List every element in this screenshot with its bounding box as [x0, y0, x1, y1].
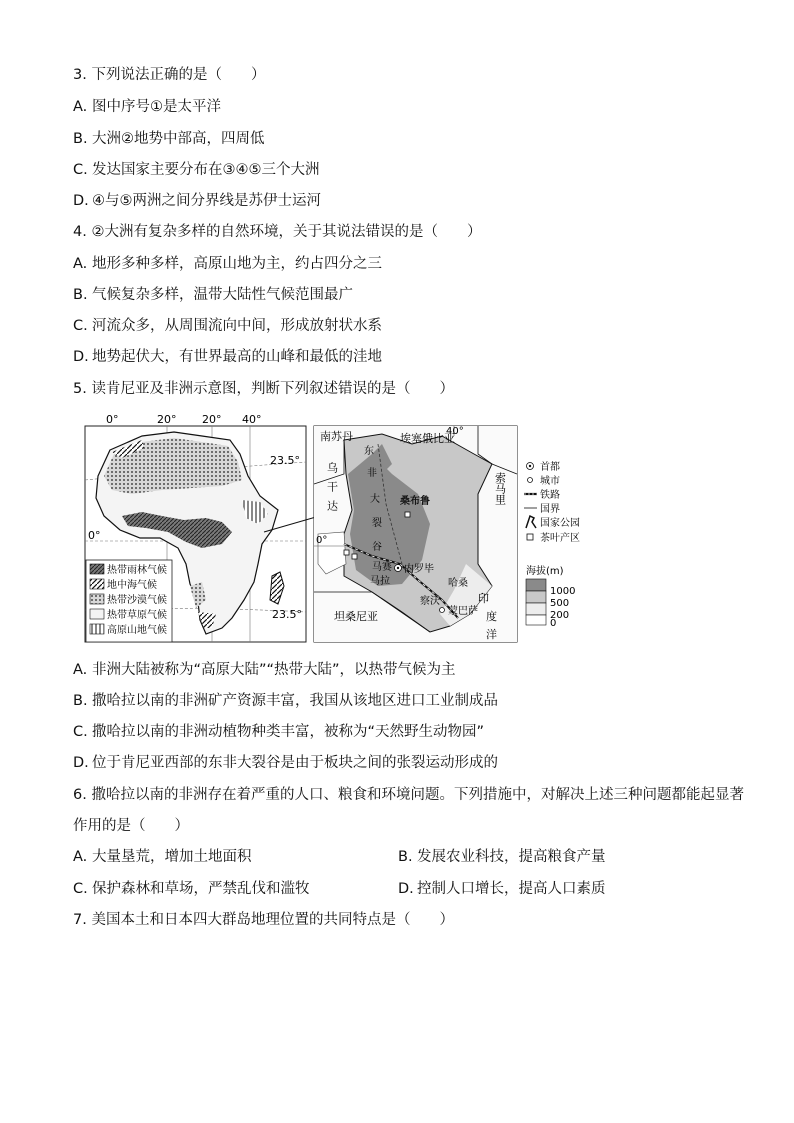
label-south-sudan: 南苏丹: [320, 430, 353, 443]
lon-label-20e: 20°: [202, 414, 222, 426]
svg-text:索马里: 索马里: [493, 472, 507, 505]
africa-map: [85, 414, 306, 642]
legend-highland: 高原山地气候: [107, 625, 167, 636]
q3-option-d: D. ④与⑤两洲之间分界线是苏伊士运河: [73, 193, 321, 209]
legend-savanna: 热带草原气候: [107, 610, 167, 621]
elev-0: 0: [550, 618, 557, 628]
elevation-title: 海拔(m): [526, 566, 564, 577]
elev-200: 200: [550, 610, 570, 621]
city-marker: [440, 608, 445, 613]
ocean-label-1: 印: [478, 592, 489, 605]
legend-railway: 铁路: [540, 490, 560, 501]
legend-capital: 首都: [540, 462, 560, 473]
place-samburu: 桑布鲁: [400, 496, 430, 507]
legend-city-icon: [528, 478, 533, 483]
rift-label-2: 非: [367, 468, 377, 479]
lat-label-kenya: 0°: [316, 535, 328, 546]
lat-label-s: 23.5°: [272, 608, 302, 621]
place-mombasa: 蒙巴萨: [448, 606, 478, 617]
q6-stem-line2: 作用的是（ ）: [73, 818, 189, 834]
lon-label-40e: 40°: [242, 414, 262, 426]
label-uganda: 乌干达: [325, 462, 339, 519]
elev-1000: 1000: [550, 586, 576, 597]
elev-swatch-200: [526, 603, 546, 615]
q3-stem: 3. 下列说法正确的是（ ）: [73, 67, 266, 83]
rift-label-4: 裂: [372, 518, 382, 529]
q5-option-d: D. 位于肯尼亚西部的东非大裂谷是由于板块之间的张裂运动形成的: [73, 755, 498, 771]
legend-tea: 茶叶产区: [540, 533, 580, 544]
q6-option-c: C. 保护森林和草场，严禁乱伐和滥牧: [73, 881, 310, 897]
ocean-label-2: 度: [486, 610, 497, 623]
legend-city: 城市: [540, 476, 560, 487]
ocean-label-3: 洋: [486, 628, 497, 641]
q6-option-d: D. 控制人口增长，提高人口素质: [398, 881, 606, 897]
kenya-legend: [522, 458, 602, 628]
lon-label-0: 0°: [106, 414, 119, 426]
legend-mediterranean: 地中海气候: [107, 580, 157, 591]
legend-rainforest: 热带雨林气候: [107, 565, 167, 576]
lat-label-n: 23.5°: [270, 454, 300, 467]
rift-label-3: 大: [370, 494, 380, 505]
q5-stem: 5. 读肯尼亚及非洲示意图，判断下列叙述错误的是（ ）: [73, 381, 454, 397]
place-mara: 马拉: [370, 576, 390, 587]
rift-label-1: 东: [364, 446, 374, 457]
elev-swatch-1000: [526, 579, 546, 591]
africa-legend: [86, 560, 172, 642]
q5-option-b: B. 撒哈拉以南的非洲矿产资源丰富，我国从该地区进口工业制成品: [73, 693, 498, 709]
label-tanzania: 坦桑尼亚: [334, 610, 378, 623]
lat-label-0: 0°: [88, 529, 101, 542]
elev-500: 500: [550, 598, 570, 609]
q4-option-a: A. 地形多种多样，高原山地为主，约占四分之三: [73, 256, 382, 272]
legend-tea-icon: [527, 534, 533, 540]
tea-area-marker-2: [344, 550, 349, 555]
legend-park-icon: [526, 516, 536, 528]
label-somalia: [494, 471, 507, 505]
q6-option-b: B. 发展农业科技，提高粮食产量: [398, 849, 606, 865]
tea-area-marker-3: [352, 554, 357, 559]
q3-option-a: A. 图中序号①是太平洋: [73, 99, 221, 115]
elev-swatch-0: [526, 615, 546, 625]
q4-option-c: C. 河流众多，从周围流向中间，形成放射状水系: [73, 318, 382, 334]
place-tsavo: 察沃: [420, 596, 440, 607]
legend-border: 国界: [540, 504, 560, 515]
q5-option-c: C. 撒哈拉以南的非洲动植物种类丰富，被称为“天然野生动物园”: [73, 724, 485, 740]
rift-label-5: 谷: [372, 542, 382, 553]
place-nairobi: 内罗毕: [404, 564, 434, 575]
kenya-map: [314, 426, 517, 642]
q5-option-a: A. 非洲大陆被称为“高原大陆”“热带大陆”，以热带气候为主: [73, 662, 456, 678]
label-ethiopia: 埃塞俄比亚: [400, 432, 455, 445]
legend-desert: 热带沙漠气候: [107, 595, 167, 606]
elev-swatch-500: [526, 591, 546, 603]
lon-label-kenya: 40°: [446, 426, 464, 437]
tea-area-marker: [405, 512, 410, 517]
q7-stem: 7. 美国本土和日本四大群岛地理位置的共同特点是（ ）: [73, 912, 454, 928]
q4-option-b: B. 气候复杂多样，温带大陆性气候范围最广: [73, 287, 353, 303]
place-hasan: 哈桑: [448, 578, 468, 589]
q6-option-a: A. 大量垦荒，增加土地面积: [73, 849, 252, 865]
q3-option-b: B. 大洲②地势中部高，四周低: [73, 131, 265, 147]
legend-park: 国家公园: [540, 518, 580, 529]
place-masai: 马赛: [372, 562, 392, 573]
africa-kenya-map-figure: [82, 414, 522, 646]
q3-option-c: C. 发达国家主要分布在③④⑤三个大洲: [73, 162, 320, 178]
q6-stem-line1: 6. 撒哈拉以南的非洲存在着严重的人口、粮食和环境问题。下列措施中，对解决上述三种问题都能起显著: [73, 787, 744, 803]
q4-stem: 4. ②大洲有复杂多样的自然环境，关于其说法错误的是（ ）: [73, 224, 482, 240]
lon-label-20w: 20°: [157, 414, 177, 426]
q4-option-d: D. 地势起伏大，有世界最高的山峰和最低的洼地: [73, 349, 382, 365]
